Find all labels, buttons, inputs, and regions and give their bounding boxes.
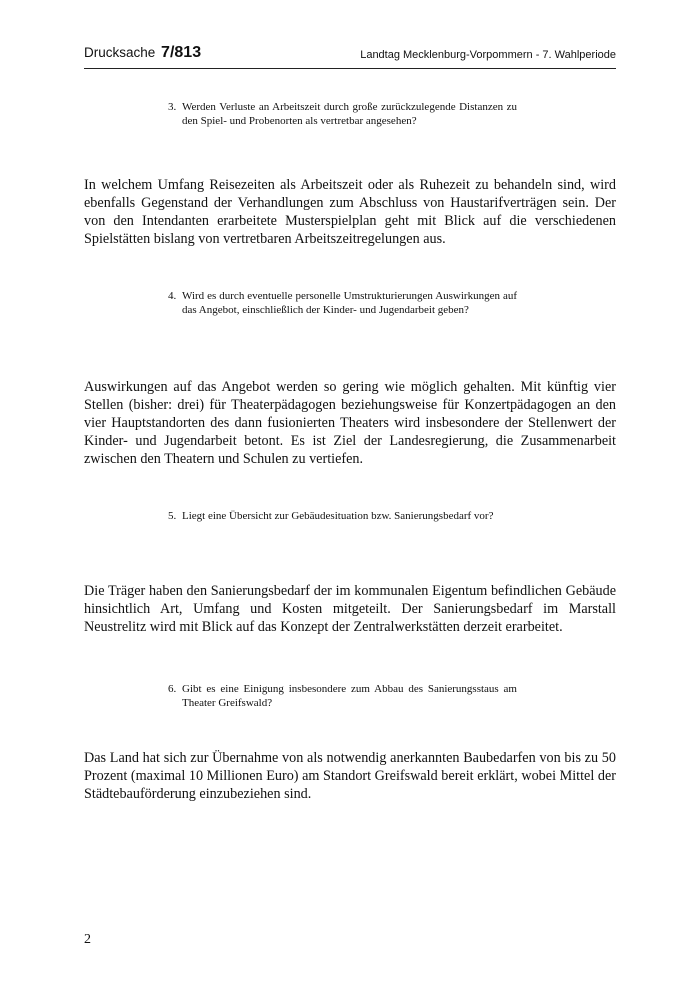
question-4 (168, 289, 517, 317)
question-number: 6. (168, 683, 177, 695)
question-number: 3. (168, 101, 177, 113)
page-number: 2 (84, 932, 91, 947)
question-5 (168, 509, 517, 523)
parliament-period: Landtag Mecklenburg-Vorpommern - 7. Wahlperiode (360, 49, 616, 61)
answer-6: Das Land hat sich zur Übernahme von als notwendig anerkannten Baubedarfen von bis zu 50 Prozent (maximal 10 Millionen Euro) am Standort Greifswald bereit erklärt, wobei Mittel der Städtebauförderung einzubeziehen sind. (84, 750, 616, 802)
question-3 (168, 100, 517, 128)
question-number: 4. (168, 290, 177, 302)
answer-5: Die Träger haben den Sanierungsbedarf der im kommunalen Eigentum befindlichen Gebäude hinsichtlich Art, Umfang und Kosten mitgeteilt. Der Sanierungsbedarf im Marstall Neustrelitz wird mit Blick auf das Konzept der Zentralwerkstätten derzeit erarbeitet. (84, 583, 616, 635)
question-text: Liegt eine Übersicht zur Gebäudesituation bzw. Sanierungsbedarf vor? (182, 510, 494, 522)
question-text: Gibt es eine Einigung insbesondere zum Abbau des Sanierungsstaus am Theater Greifswald? (182, 683, 517, 709)
document-reference (84, 44, 201, 62)
page-header (84, 40, 616, 69)
question-text: Werden Verluste an Arbeitszeit durch große zurückzulegende Distanzen zu den Spiel- und Probenorten als vertretbar angesehen? (182, 101, 517, 127)
document-label: Drucksache (84, 45, 156, 60)
question-6 (168, 682, 517, 710)
answer-4: Auswirkungen auf das Angebot werden so gering wie möglich gehalten. Mit künftig vier Stellen (bisher: drei) für Theaterpädagogen beziehungsweise für Konzertpädagogen an den vier Hauptstandorten des dann fusionierten Theaters wird insbesondere der Stellenwert der Kinder- und Jugendarbeit betont. Es ist Ziel der Landesregierung, die Zusammenarbeit zwischen den Theatern und Schulen zu vertiefen. (84, 379, 616, 467)
document-number: 7/813 (161, 44, 202, 61)
question-text: Wird es durch eventuelle personelle Umstrukturierungen Auswirkungen auf das Angebot, einschließlich der Kinder- und Jugendarbeit geben? (182, 290, 517, 316)
answer-3: In welchem Umfang Reisezeiten als Arbeitszeit oder als Ruhezeit zu behandeln sind, wird ebenfalls Gegenstand der Verhandlungen zum Abschluss von Haustarifverträgen sein. Der von den Intendanten erarbeitete Musterspielplan geht mit Blick auf die verschiedenen Spielstätten bislang von vertretbaren Arbeitszeitregelungen aus. (84, 177, 616, 247)
question-number: 5. (168, 510, 177, 522)
